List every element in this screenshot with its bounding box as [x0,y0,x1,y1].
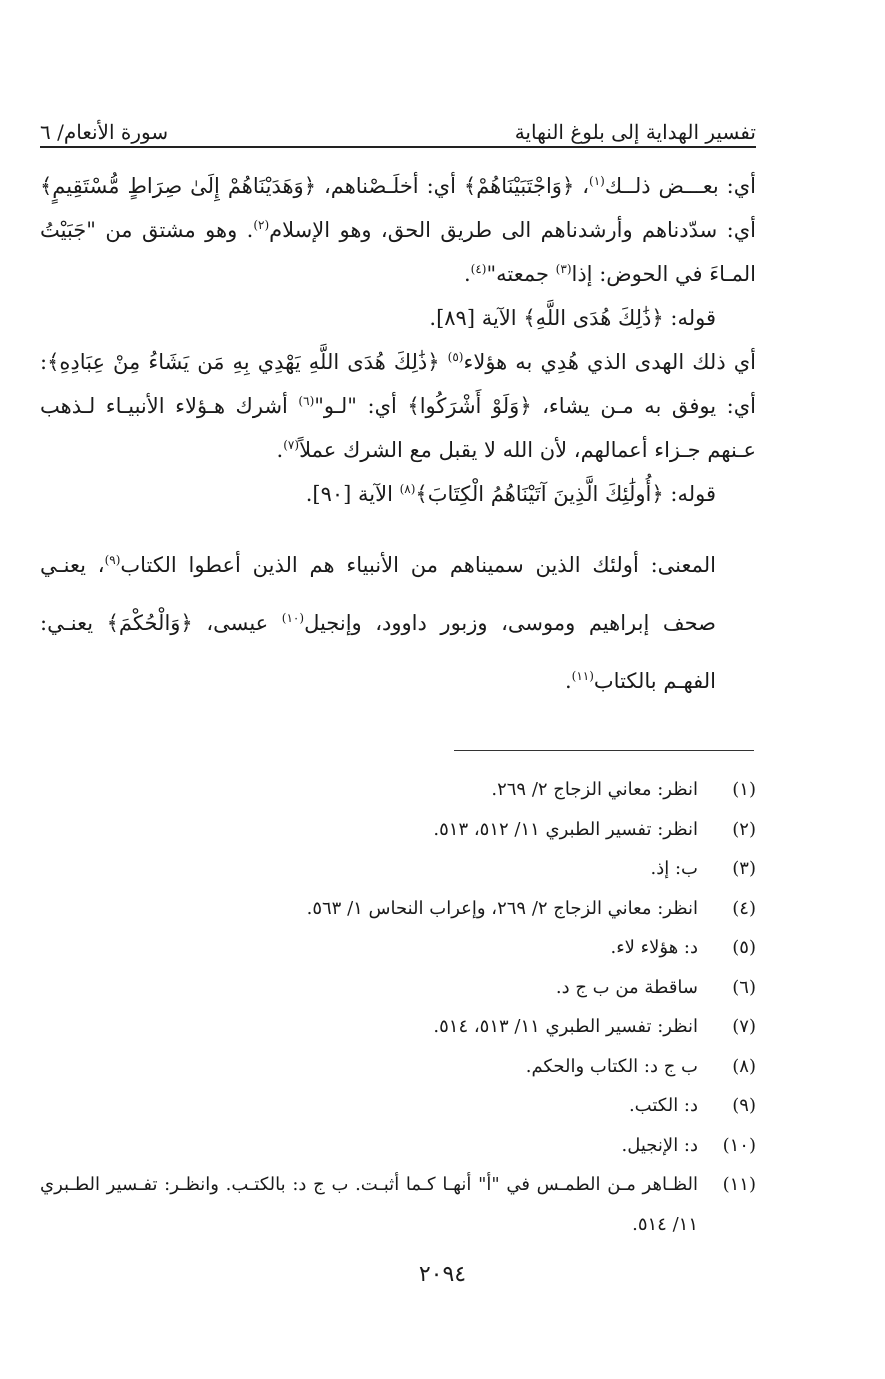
footnote-ref[interactable]: (١٠) [281,611,305,625]
footnote [40,770,756,810]
footnote [40,1086,756,1126]
footnote-number: (٨) [732,1055,756,1077]
footnote-ref[interactable]: (٧) [283,438,300,452]
paragraph-1: أي: بعـــض ذلــك$^{(١)}$، ﴿وَاجْتَبَيْنَاهُمْ﴾ أي: أخلَـصْناهم، ﴿وَهَدَيْنَاهُمْ إِلَىٰ صِرَاطٍ مُّسْتَقِيمٍ﴾ أي: سدّدناهم وأرشدناهم الى طريق الحق، وهو الإسلام$^{(٢)}$. وهو مشتق من "جَبَيْتُ المـاءَ في الحوض: إذا$^{(٣)}$ جمعته"$^{(٤)}$. [40,174,756,286]
quran-verse: ﴿وَهَدَيْنَاهُمْ إِلَىٰ صِرَاطٍ مُّسْتَقِيمٍ﴾ [40,174,316,198]
footnote-text: انظر: تفسير الطبري ١١/ ٥١٣، ٥١٤. [433,1016,698,1037]
footnote-text: د: الكتب. [628,1095,698,1116]
header-rule [40,146,756,148]
footnote [40,1165,756,1244]
quran-verse: ﴿وَلَوْ أَشْرَكُوا﴾ [407,394,532,418]
footnote-number: (١٠) [722,1134,756,1156]
main-text [40,164,756,710]
footnote-text: الظـاهر مـن الطمـس في "أ" أنهـا كـما أثبـت. ب ج د: بالكتـب. وانظـر: تفـسير الطـبري ١١/ ٥١٤. [40,1174,698,1235]
footnote [40,968,756,1008]
footnote-ref[interactable]: (١١) [571,669,594,683]
footnotes-section [40,770,756,1244]
footnote-text: انظر: معاني الزجاج ٢/ ٢٦٩. [491,779,698,800]
footnote [40,889,756,929]
surah-label: سورة الأنعام/ ٦ [40,120,169,144]
footnote-ref[interactable]: (٩) [104,553,121,567]
footnote-ref[interactable]: (١) [589,174,605,188]
paragraph-5: المعنى: أولئك الذين سميناهم من الأنبياء هم الذين أعطوا الكتاب$^{(٩)}$، يعنـي صحف إبراهيم وموسى، وزبور داوود، وإنجيل$^{(١٠)}$ عيسى، ﴿وَالْحُكْمَ﴾ يعنـي: الفهـم بالكتاب$^{(١١)}$. [40,553,717,693]
footnote-separator [454,750,754,751]
footnote-text: ب ج د: الكتاب والحكم. [525,1055,698,1077]
footnote-ref[interactable]: (٦) [298,394,315,408]
footnote-text: انظر: تفسير الطبري ١١/ ٥١٢، ٥١٣. [433,818,698,840]
footnote-text: انظر: معاني الزجاج ٢/ ٢٦٩، وإعراب النحاس ١/ ٥٦٣. [306,897,698,919]
footnote [40,1007,756,1047]
footnote-text: د: الإنجيل. [621,1134,698,1156]
footnote [40,849,756,889]
quran-verse: ﴿ذَٰلِكَ هُدَى اللَّهِ﴾ [523,306,664,330]
footnote-number: (٥) [732,937,756,958]
footnote [40,928,756,968]
quran-verse: ﴿ذَٰلِكَ هُدَى اللَّهِ يَهْدِي بِهِ مَن يَشَاءُ مِنْ عِبَادِهِ﴾ [47,350,448,374]
spacer [40,516,756,536]
quran-verse: ﴿وَاجْتَبَيْنَاهُمْ﴾ [463,174,575,198]
running-header [40,104,756,144]
footnote [40,1126,756,1166]
page-number: ٢٠٩٤ [418,1262,467,1287]
paragraph-2: قوله: ﴿ذَٰلِكَ هُدَى اللَّهِ﴾ الآية [٨٩]. [429,306,716,330]
footnote-ref[interactable]: (٤) [470,262,487,276]
footnote-number: (٧) [732,1016,756,1037]
footnote [40,810,756,850]
paragraph-3: أي ذلك الهدى الذي هُدِي به هؤلاء$^{(٥)}$ ﴿ذَٰلِكَ هُدَى اللَّهِ يَهْدِي بِهِ مَن يَشَاءُ مِنْ عِبَادِهِ﴾: أي: يوفق به مـن يشاء، ﴿وَلَوْ أَشْرَكُوا﴾ أي: "لـو"$^{(٦)}$ أشرك هـؤلاء الأنبيـاء لـذهب عـنهم جـزاء أعمالهم، لأن الله لا يقبل مع الشرك عملاً$^{(٧)}$. [40,350,757,462]
footnote [40,1047,756,1087]
footnote-number: (٢) [732,818,756,840]
footnote-text: د: هؤلاء لاء. [610,937,698,958]
footnote-text: ب: إذ. [650,858,698,879]
footnote-ref[interactable]: (٣) [555,262,572,276]
paragraph-4: قوله: ﴿أُولَٰئِكَ الَّذِينَ آتَيْنَاهُمُ الْكِتَابَ﴾$^{(٨)}$ الآية [٩٠]. [305,482,716,506]
quran-verse: ﴿وَالْحُكْمَ﴾ [106,611,193,635]
footnote-number: (١) [732,779,756,800]
footnote-number: (٣) [732,858,756,879]
footnote-number: (١١) [722,1174,756,1195]
footnote-number: (٦) [732,976,756,998]
footnote-number: (٤) [732,897,756,919]
footnote-ref[interactable]: (٨) [399,482,416,496]
quran-verse: ﴿أُولَٰئِكَ الَّذِينَ آتَيْنَاهُمُ الْكِتَابَ﴾ [415,482,664,506]
footnote-ref[interactable]: (٢) [253,218,270,232]
footnote-ref[interactable]: (٥) [447,350,464,364]
footnote-text: ساقطة من ب ج د. [555,976,698,998]
footnote-number: (٩) [732,1095,756,1116]
book-title: تفسير الهداية إلى بلوغ النهاية [514,120,756,144]
